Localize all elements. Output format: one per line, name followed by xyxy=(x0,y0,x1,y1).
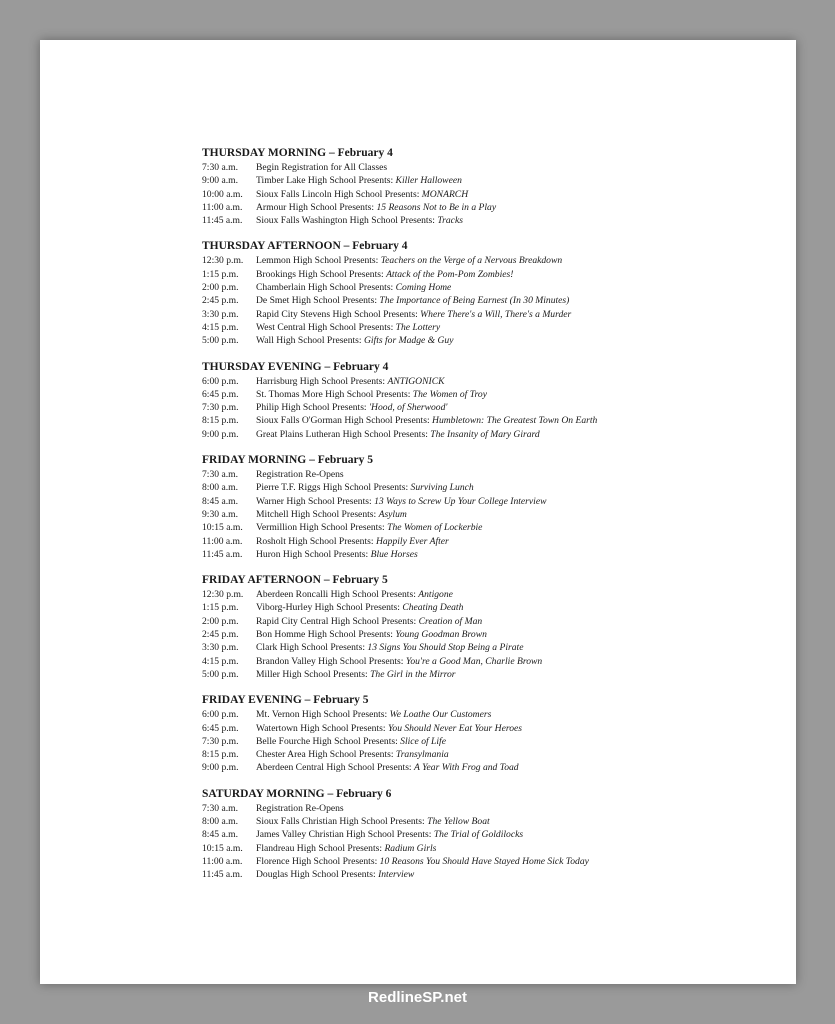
play-title: The Girl in the Mirror xyxy=(370,668,456,680)
event-description xyxy=(256,722,522,735)
schedule-section xyxy=(202,360,782,441)
event-description xyxy=(256,748,449,761)
event-presenter: Harrisburg High School Presents: xyxy=(256,375,388,387)
section-heading: FRIDAY AFTERNOON – February 5 xyxy=(202,574,388,587)
schedule-section xyxy=(202,573,782,681)
event-presenter: Flandreau High School Presents: xyxy=(256,842,385,854)
event-time: 8:00 a.m. xyxy=(202,815,238,827)
event-row xyxy=(202,201,782,214)
event-description xyxy=(256,161,387,174)
event-time: 5:00 p.m. xyxy=(202,335,239,347)
play-title: 15 Reasons Not to Be in a Play xyxy=(376,201,497,213)
event-time: 10:00 a.m. xyxy=(202,188,243,200)
event-description xyxy=(256,414,597,427)
event-description xyxy=(256,508,407,521)
event-time: 11:45 a.m. xyxy=(202,869,243,881)
event-time: 6:45 p.m. xyxy=(202,722,239,734)
play-title: 13 Signs You Should Stop Being a Pirate xyxy=(367,642,524,654)
event-presenter: Rosholt High School Presents: xyxy=(256,535,376,547)
event-description xyxy=(256,201,496,214)
event-row xyxy=(202,321,782,334)
event-presenter: Bon Homme High School Presents: xyxy=(256,629,396,641)
event-presenter: Begin Registration for All Classes xyxy=(256,162,388,173)
schedule-section xyxy=(202,146,782,227)
event-description xyxy=(256,868,414,881)
event-description xyxy=(256,388,487,401)
event-row xyxy=(202,414,782,427)
event-presenter: Registration Re-Opens xyxy=(256,802,344,814)
event-description xyxy=(256,815,490,828)
event-description xyxy=(256,535,449,548)
play-title: The Women of Lockerbie xyxy=(387,522,483,534)
play-title: 'Hood, of Sherwood' xyxy=(369,402,448,414)
event-presenter: Watertown High School Presents: xyxy=(256,722,388,734)
event-description xyxy=(256,655,542,668)
event-row xyxy=(202,535,782,548)
event-time: 4:15 p.m. xyxy=(202,321,239,333)
schedule-section xyxy=(202,693,782,774)
section-heading: THURSDAY MORNING – February 4 xyxy=(202,147,393,159)
event-time: 10:15 a.m. xyxy=(202,842,243,854)
event-row xyxy=(202,188,782,201)
play-title: Creation of Man xyxy=(418,615,483,627)
play-title: You Should Never Eat Your Heroes xyxy=(387,722,522,734)
event-presenter: Aberdeen Roncalli High School Presents: xyxy=(256,589,419,601)
event-time: 11:45 a.m. xyxy=(202,215,243,227)
event-row xyxy=(202,521,782,534)
event-row xyxy=(202,868,782,881)
event-row xyxy=(202,294,782,307)
event-presenter: Great Plains Lutheran High School Presents: xyxy=(256,428,431,440)
event-row xyxy=(202,268,782,281)
event-description xyxy=(256,254,562,267)
event-row xyxy=(202,802,782,815)
event-time: 6:45 p.m. xyxy=(202,388,239,400)
event-time: 1:15 p.m. xyxy=(202,268,239,280)
play-title: You're a Good Man, Charlie Brown xyxy=(405,655,543,667)
event-row xyxy=(202,828,782,841)
event-time: 8:15 p.m. xyxy=(202,749,239,761)
event-time: 11:00 a.m. xyxy=(202,201,243,213)
event-presenter: Lemmon High School Presents: xyxy=(256,255,381,267)
event-time: 11:00 a.m. xyxy=(202,535,243,547)
event-row xyxy=(202,761,782,774)
event-time: 12:30 p.m. xyxy=(202,255,244,267)
event-row xyxy=(202,495,782,508)
event-presenter: Timber Lake High School Presents: xyxy=(256,175,396,187)
event-time: 3:30 p.m. xyxy=(202,642,239,654)
event-row xyxy=(202,628,782,641)
event-row xyxy=(202,855,782,868)
event-time: 11:00 a.m. xyxy=(202,855,243,867)
play-title: ANTIGONICK xyxy=(387,375,445,387)
play-title: 13 Ways to Screw Up Your College Interview xyxy=(374,495,547,507)
play-title: Teachers on the Verge of a Nervous Breakdown xyxy=(380,255,563,267)
event-presenter: Clark High School Presents: xyxy=(256,642,368,654)
section-heading: FRIDAY EVENING – February 5 xyxy=(202,694,369,707)
schedule-section xyxy=(202,787,782,882)
play-title: Happily Ever After xyxy=(375,535,449,547)
play-title: We Loathe Our Customers xyxy=(389,709,492,721)
event-time: 7:30 a.m. xyxy=(202,469,238,481)
event-presenter: Brookings High School Presents: xyxy=(256,268,387,280)
play-title: Radium Girls xyxy=(384,842,437,854)
event-time: 7:30 a.m. xyxy=(202,802,238,814)
event-presenter: Chamberlain High School Presents: xyxy=(256,282,396,294)
event-description xyxy=(256,735,446,748)
play-title: Asylum xyxy=(378,508,407,520)
play-title: A Year With Frog and Toad xyxy=(414,762,519,774)
event-time: 8:00 a.m. xyxy=(202,482,238,494)
event-description xyxy=(256,468,344,481)
event-description xyxy=(256,802,344,815)
event-description xyxy=(256,214,463,227)
event-row xyxy=(202,375,782,388)
event-row xyxy=(202,214,782,227)
event-time: 11:45 a.m. xyxy=(202,548,243,560)
event-time: 9:00 p.m. xyxy=(202,428,239,440)
event-row xyxy=(202,481,782,494)
document-page xyxy=(40,40,796,984)
event-presenter: Viborg-Hurley High School Presents: xyxy=(256,602,403,614)
event-row xyxy=(202,388,782,401)
event-time: 10:15 a.m. xyxy=(202,522,243,534)
play-title: The Yellow Boat xyxy=(427,815,490,827)
event-presenter: Wall High School Presents: xyxy=(256,335,364,347)
event-row xyxy=(202,615,782,628)
event-description xyxy=(256,615,482,628)
event-presenter: Sioux Falls Christian High School Presents: xyxy=(256,815,428,827)
event-description xyxy=(256,668,456,681)
play-title: Humbletown: The Greatest Town On Earth xyxy=(432,415,598,427)
event-time: 2:00 p.m. xyxy=(202,615,239,627)
event-description xyxy=(256,708,491,721)
play-title: Killer Halloween xyxy=(395,175,462,187)
event-presenter: Pierre T.F. Riggs High School Presents: xyxy=(256,482,411,494)
event-row xyxy=(202,735,782,748)
event-description xyxy=(256,601,463,614)
event-time: 3:30 p.m. xyxy=(202,308,239,320)
play-title: Tracks xyxy=(437,215,463,227)
play-title: Coming Home xyxy=(395,282,452,294)
event-presenter: St. Thomas More High School Presents: xyxy=(256,388,413,400)
event-time: 6:00 p.m. xyxy=(202,709,239,721)
section-heading: SATURDAY MORNING – February 6 xyxy=(202,787,392,800)
event-time: 2:45 p.m. xyxy=(202,629,239,641)
event-presenter: Mt. Vernon High School Presents: xyxy=(256,709,390,721)
event-description xyxy=(256,842,436,855)
event-row xyxy=(202,601,782,614)
event-time: 4:15 p.m. xyxy=(202,655,239,667)
section-heading: THURSDAY EVENING – February 4 xyxy=(202,360,389,373)
event-row xyxy=(202,668,782,681)
event-description xyxy=(256,294,569,307)
event-time: 2:00 p.m. xyxy=(202,282,239,294)
play-title: Where There's a Will, There's a Murder xyxy=(420,308,572,320)
event-time: 2:45 p.m. xyxy=(202,295,239,307)
event-description xyxy=(256,588,453,601)
event-description xyxy=(256,855,589,868)
event-presenter: Sioux Falls Washington High School Presents: xyxy=(256,215,438,227)
event-presenter: Brandon Valley High School Presents: xyxy=(256,655,406,667)
event-description xyxy=(256,321,440,334)
event-description xyxy=(256,761,519,774)
event-row xyxy=(202,708,782,721)
play-title: Attack of the Pom-Pom Zombies! xyxy=(386,268,514,280)
event-description xyxy=(256,401,447,414)
event-description xyxy=(256,548,418,561)
event-description xyxy=(256,828,523,841)
event-description xyxy=(256,308,571,321)
event-row xyxy=(202,588,782,601)
play-title: The Lottery xyxy=(395,321,441,333)
event-time: 9:30 a.m. xyxy=(202,508,238,520)
event-row xyxy=(202,308,782,321)
event-row xyxy=(202,428,782,441)
event-presenter: Florence High School Presents: xyxy=(256,855,380,867)
event-time: 6:00 p.m. xyxy=(202,375,239,387)
event-presenter: James Valley Christian High School Presents: xyxy=(256,829,434,841)
event-presenter: Aberdeen Central High School Presents: xyxy=(256,762,414,774)
event-row xyxy=(202,508,782,521)
event-presenter: Sioux Falls Lincoln High School Presents: xyxy=(256,188,422,200)
event-row xyxy=(202,815,782,828)
play-title: The Importance of Being Earnest (In 30 Minutes) xyxy=(379,295,570,307)
schedule xyxy=(202,146,782,893)
event-presenter: Douglas High School Presents: xyxy=(256,869,379,881)
event-presenter: Philip High School Presents: xyxy=(256,402,369,414)
event-description xyxy=(256,628,487,641)
play-title: Cheating Death xyxy=(402,602,464,614)
event-presenter: Registration Re-Opens xyxy=(256,469,344,481)
play-title: The Insanity of Mary Girard xyxy=(430,428,540,440)
event-presenter: Warner High School Presents: xyxy=(256,495,375,507)
event-description xyxy=(256,521,482,534)
section-heading: THURSDAY AFTERNOON – February 4 xyxy=(202,240,408,253)
event-presenter: Armour High School Presents: xyxy=(256,201,377,213)
event-row xyxy=(202,842,782,855)
play-title: MONARCH xyxy=(421,188,469,200)
event-time: 9:00 p.m. xyxy=(202,762,239,774)
play-title: Young Goodman Brown xyxy=(395,629,487,641)
event-description xyxy=(256,174,462,187)
event-description xyxy=(256,375,445,388)
play-title: Transylmania xyxy=(395,749,449,761)
play-title: The Trial of Goldilocks xyxy=(433,829,524,841)
event-presenter: Vermillion High School Presents: xyxy=(256,522,388,534)
event-presenter: Belle Fourche High School Presents: xyxy=(256,735,401,747)
event-time: 8:45 a.m. xyxy=(202,829,238,841)
play-title: 10 Reasons You Should Have Stayed Home Sick Today xyxy=(379,855,589,867)
event-row xyxy=(202,748,782,761)
event-description xyxy=(256,481,474,494)
event-time: 9:00 a.m. xyxy=(202,175,238,187)
play-title: Gifts for Madge & Guy xyxy=(363,335,454,347)
event-row xyxy=(202,174,782,187)
play-title: Surviving Lunch xyxy=(410,482,474,494)
event-row xyxy=(202,401,782,414)
event-presenter: West Central High School Presents: xyxy=(256,321,396,333)
event-row xyxy=(202,468,782,481)
play-title: Interview xyxy=(378,869,415,881)
event-row xyxy=(202,161,782,174)
event-presenter: Rapid City Central High School Presents: xyxy=(256,615,419,627)
event-time: 8:45 a.m. xyxy=(202,495,238,507)
event-time: 7:30 a.m. xyxy=(202,162,238,173)
event-time: 7:30 p.m. xyxy=(202,735,239,747)
event-row xyxy=(202,641,782,654)
event-time: 5:00 p.m. xyxy=(202,668,239,680)
event-presenter: Huron High School Presents: xyxy=(256,548,371,560)
event-row xyxy=(202,254,782,267)
event-description xyxy=(256,188,468,201)
section-heading: FRIDAY MORNING – February 5 xyxy=(202,454,374,467)
play-title: Blue Horses xyxy=(370,548,418,560)
event-presenter: De Smet High School Presents: xyxy=(256,295,380,307)
event-presenter: Sioux Falls O'Gorman High School Presents: xyxy=(256,415,433,427)
event-row xyxy=(202,548,782,561)
event-description xyxy=(256,334,454,347)
event-time: 8:15 p.m. xyxy=(202,415,239,427)
watermark: RedlineSP.net xyxy=(368,989,467,1006)
play-title: The Women of Troy xyxy=(412,388,487,400)
event-presenter: Chester Area High School Presents: xyxy=(256,749,396,761)
event-description xyxy=(256,495,546,508)
schedule-section xyxy=(202,239,782,347)
event-time: 12:30 p.m. xyxy=(202,589,244,601)
schedule-section xyxy=(202,453,782,561)
play-title: Slice of Life xyxy=(400,735,446,747)
event-presenter: Miller High School Presents: xyxy=(256,668,371,680)
event-description xyxy=(256,281,451,294)
event-row xyxy=(202,334,782,347)
event-description xyxy=(256,428,540,441)
event-time: 1:15 p.m. xyxy=(202,602,239,614)
event-presenter: Rapid City Stevens High School Presents: xyxy=(256,308,421,320)
event-row xyxy=(202,722,782,735)
event-description xyxy=(256,641,523,654)
event-time: 7:30 p.m. xyxy=(202,402,239,414)
event-row xyxy=(202,655,782,668)
play-title: Antigone xyxy=(418,589,453,601)
event-description xyxy=(256,268,513,281)
event-presenter: Mitchell High School Presents: xyxy=(256,508,379,520)
event-row xyxy=(202,281,782,294)
